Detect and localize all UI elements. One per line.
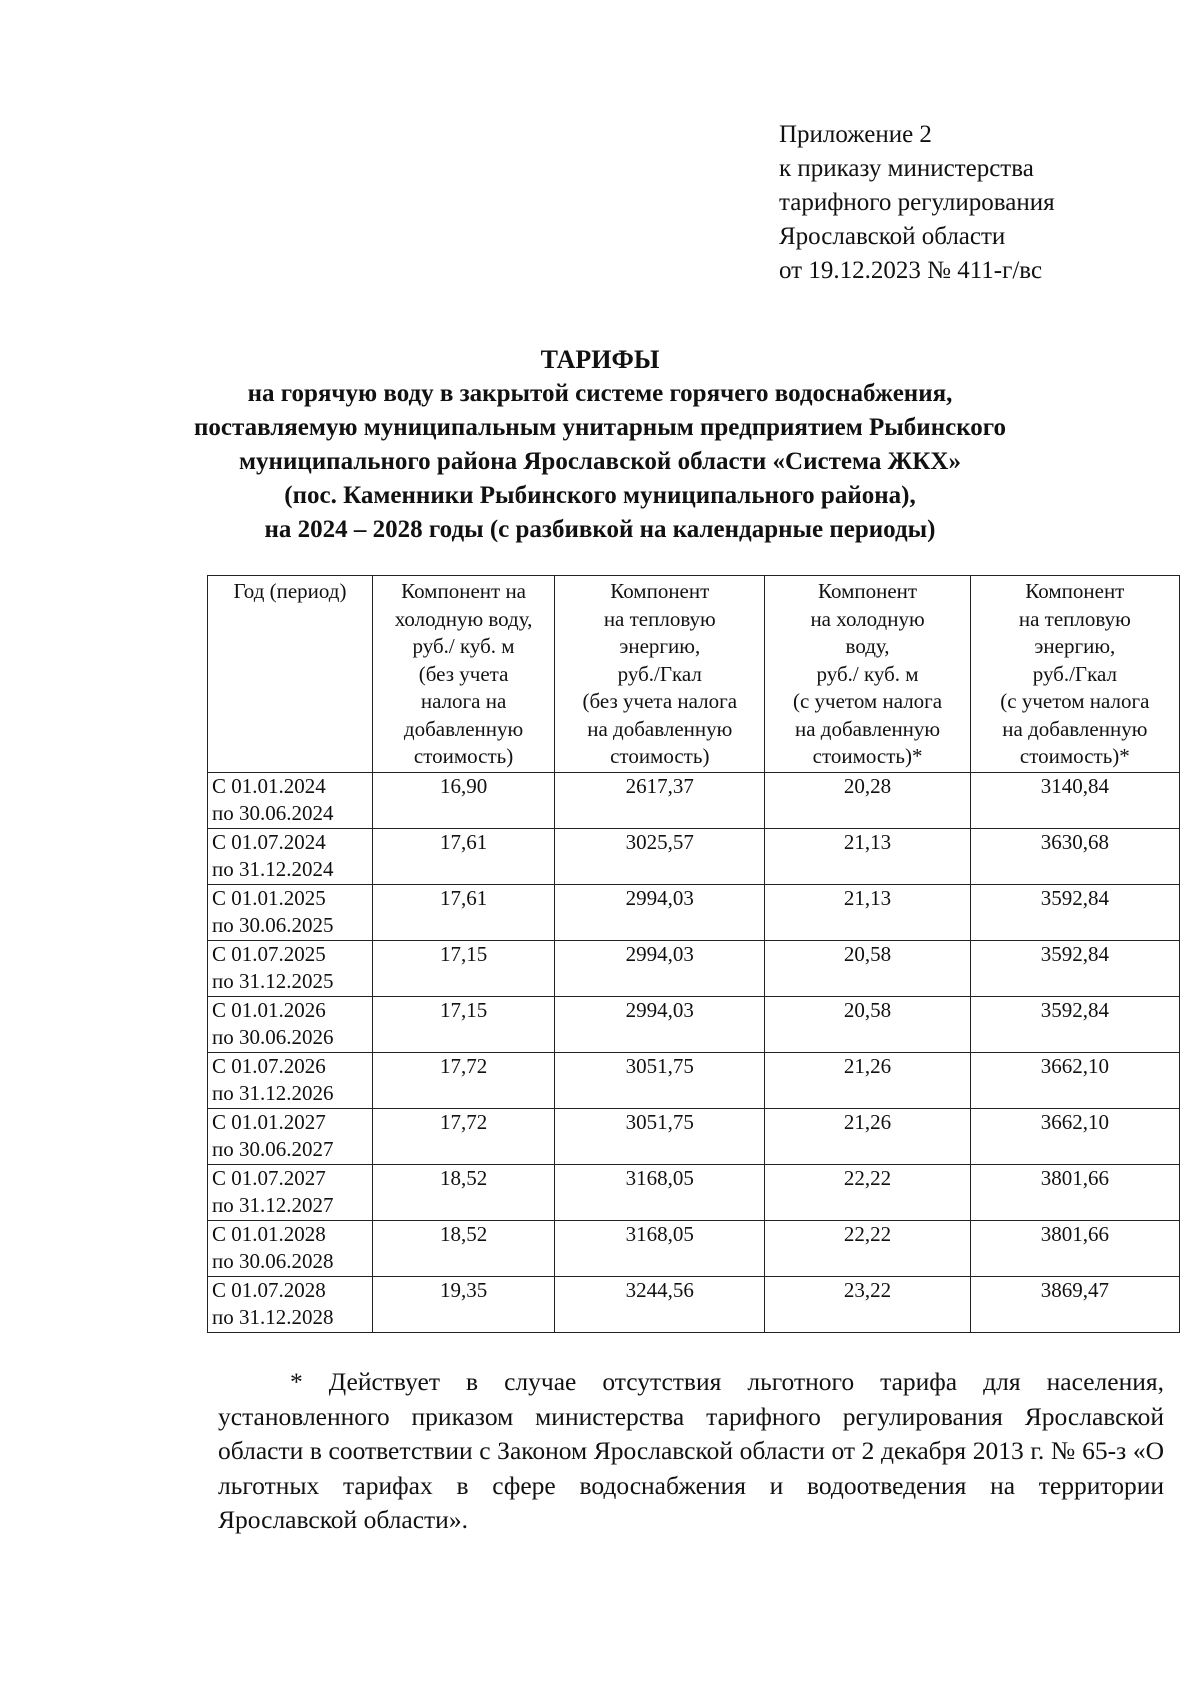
title-line: (пос. Каменники Рыбинского муниципального района), bbox=[284, 482, 916, 509]
table-row bbox=[208, 828, 1180, 884]
cell-heat-energy: 3244,56 bbox=[555, 1276, 765, 1332]
cell-cold-water: 18,52 bbox=[373, 1220, 555, 1276]
cell-heat-energy-vat: 3801,66 bbox=[970, 1164, 1179, 1220]
header-line: Компонент на bbox=[401, 579, 526, 603]
cell-period bbox=[208, 1220, 373, 1276]
cell-cold-water: 17,72 bbox=[373, 1108, 555, 1164]
header-line: руб./ куб. м bbox=[816, 661, 919, 686]
header-line: (без учета налога bbox=[582, 689, 738, 713]
title-line: поставляемую муниципальным унитарным предприятием Рыбинского bbox=[193, 414, 1007, 441]
cell-cold-water: 19,35 bbox=[373, 1276, 555, 1332]
header-line: на добавленную bbox=[795, 716, 941, 741]
footnote: * Действует в случае отсутствия льготного тарифа для населения, установленного приказом министерства тарифного регулирования Ярославской области в соответствии с Законом Ярославской области от 2 декабря 2013 г. № 65-з «О льготных тарифах в сфере водоснабжения и водоотведения на территории Ярославской области». bbox=[218, 1367, 1164, 1534]
table-body bbox=[208, 772, 1180, 1332]
cell-cold-water-vat: 22,22 bbox=[765, 1164, 970, 1220]
period-to: по 30.06.2028 bbox=[212, 1249, 334, 1273]
table-row bbox=[208, 996, 1180, 1052]
header-line: Компонент bbox=[818, 579, 918, 603]
cell-cold-water-vat: 21,13 bbox=[765, 828, 970, 884]
period-to: по 30.06.2027 bbox=[212, 1137, 334, 1161]
table-row bbox=[208, 1220, 1180, 1276]
cell-heat-energy-vat: 3592,84 bbox=[970, 884, 1179, 940]
cell-cold-water: 18,52 bbox=[373, 1164, 555, 1220]
cell-heat-energy-vat: 3592,84 bbox=[970, 940, 1179, 996]
table-row bbox=[208, 1108, 1180, 1164]
title-heading: ТАРИФЫ bbox=[540, 345, 660, 374]
table-row bbox=[208, 940, 1180, 996]
period-to: по 31.12.2024 bbox=[212, 857, 334, 881]
period-from: С 01.07.2027 bbox=[212, 1165, 326, 1190]
cell-period bbox=[208, 772, 373, 828]
period-from: С 01.01.2028 bbox=[212, 1221, 326, 1246]
cell-period bbox=[208, 1276, 373, 1332]
cell-cold-water-vat: 22,22 bbox=[765, 1220, 970, 1276]
table-row bbox=[208, 1052, 1180, 1108]
title-line: на горячую воду в закрытой системе горячего водоснабжения, bbox=[247, 380, 953, 407]
appendix-line: Ярославской области bbox=[779, 223, 1006, 250]
cell-heat-energy: 3168,05 bbox=[555, 1164, 765, 1220]
period-to: по 30.06.2025 bbox=[212, 913, 334, 937]
header-line: стоимость)* bbox=[812, 744, 923, 768]
document-title bbox=[60, 343, 1140, 547]
cell-cold-water: 17,15 bbox=[373, 996, 555, 1052]
header-line: Компонент bbox=[610, 579, 710, 603]
cell-heat-energy-vat: 3630,68 bbox=[970, 828, 1179, 884]
period-to: по 31.12.2025 bbox=[212, 969, 334, 993]
appendix-line: от 19.12.2023 № 411-г/вс bbox=[779, 257, 1043, 284]
cell-heat-energy: 3168,05 bbox=[555, 1220, 765, 1276]
period-from: С 01.07.2026 bbox=[212, 1053, 326, 1078]
header-line: воду, bbox=[845, 634, 890, 658]
header-line: добавленную bbox=[403, 716, 524, 741]
header-cold-water-vat bbox=[765, 576, 970, 773]
period-from: С 01.07.2025 bbox=[212, 941, 326, 966]
cell-cold-water-vat: 20,28 bbox=[765, 772, 970, 828]
cell-heat-energy: 3051,75 bbox=[555, 1108, 765, 1164]
table-row bbox=[208, 884, 1180, 940]
header-line: (без учета bbox=[418, 661, 509, 686]
cell-cold-water: 17,72 bbox=[373, 1052, 555, 1108]
period-from: С 01.01.2024 bbox=[212, 773, 326, 798]
title-line: муниципального района Ярославской области «Система ЖКХ» bbox=[239, 448, 961, 475]
appendix-line: к приказу министерства bbox=[779, 155, 1034, 182]
period-from: С 01.07.2028 bbox=[212, 1277, 326, 1302]
cell-cold-water: 17,61 bbox=[373, 828, 555, 884]
cell-cold-water: 16,90 bbox=[373, 772, 555, 828]
header-line: на добавленную bbox=[587, 716, 733, 741]
cell-heat-energy: 3025,57 bbox=[555, 828, 765, 884]
appendix-line: тарифного регулирования bbox=[779, 189, 1055, 216]
appendix-reference bbox=[779, 118, 1055, 288]
period-to: по 31.12.2028 bbox=[212, 1305, 334, 1329]
table-row bbox=[208, 772, 1180, 828]
period-from: С 01.01.2025 bbox=[212, 885, 326, 910]
cell-period bbox=[208, 940, 373, 996]
cell-cold-water-vat: 20,58 bbox=[765, 940, 970, 996]
header-line: (с учетом налога bbox=[1000, 689, 1150, 713]
cell-cold-water-vat: 21,13 bbox=[765, 884, 970, 940]
header-line: стоимость) bbox=[610, 744, 710, 768]
cell-heat-energy: 2994,03 bbox=[555, 884, 765, 940]
header-line: энергию, bbox=[619, 634, 701, 658]
header-line: на тепловую bbox=[1018, 606, 1131, 631]
period-to: по 31.12.2026 bbox=[212, 1081, 334, 1105]
cell-heat-energy: 2617,37 bbox=[555, 772, 765, 828]
cell-cold-water-vat: 21,26 bbox=[765, 1108, 970, 1164]
title-line: на 2024 – 2028 годы (с разбивкой на календарные периоды) bbox=[264, 516, 936, 543]
period-from: С 01.07.2024 bbox=[212, 829, 326, 854]
cell-heat-energy-vat: 3662,10 bbox=[970, 1108, 1179, 1164]
cell-cold-water-vat: 21,26 bbox=[765, 1052, 970, 1108]
header-line: Год (период) bbox=[233, 579, 347, 603]
header-line: энергию, bbox=[1034, 634, 1116, 658]
header-cold-water bbox=[373, 576, 555, 773]
header-line: руб./Гкал bbox=[617, 661, 702, 686]
cell-period bbox=[208, 1108, 373, 1164]
header-line: холодную воду, bbox=[394, 606, 533, 631]
period-to: по 30.06.2026 bbox=[212, 1025, 334, 1049]
cell-heat-energy: 3051,75 bbox=[555, 1052, 765, 1108]
tariffs-table bbox=[207, 575, 1180, 1333]
header-line: (с учетом налога bbox=[792, 689, 943, 713]
cell-cold-water: 17,15 bbox=[373, 940, 555, 996]
cell-heat-energy: 2994,03 bbox=[555, 940, 765, 996]
cell-period bbox=[208, 828, 373, 884]
period-to: по 30.06.2024 bbox=[212, 801, 334, 825]
table-row bbox=[208, 1276, 1180, 1332]
cell-heat-energy-vat: 3869,47 bbox=[970, 1276, 1179, 1332]
header-heat-energy-vat bbox=[970, 576, 1179, 773]
header-line: на холодную bbox=[810, 606, 925, 631]
header-line: стоимость) bbox=[413, 744, 514, 768]
cell-period bbox=[208, 1052, 373, 1108]
header-line: стоимость)* bbox=[1019, 744, 1130, 768]
cell-period bbox=[208, 996, 373, 1052]
cell-period bbox=[208, 1164, 373, 1220]
appendix-line: Приложение 2 bbox=[779, 121, 932, 148]
period-from: С 01.01.2026 bbox=[212, 997, 326, 1022]
cell-heat-energy-vat: 3592,84 bbox=[970, 996, 1179, 1052]
cell-cold-water-vat: 20,58 bbox=[765, 996, 970, 1052]
cell-heat-energy: 2994,03 bbox=[555, 996, 765, 1052]
header-heat-energy bbox=[555, 576, 765, 773]
cell-heat-energy-vat: 3662,10 bbox=[970, 1052, 1179, 1108]
cell-cold-water-vat: 23,22 bbox=[765, 1276, 970, 1332]
cell-cold-water: 17,61 bbox=[373, 884, 555, 940]
header-line: Компонент bbox=[1025, 579, 1125, 603]
header-line: налога на bbox=[420, 689, 507, 713]
header-line: руб./ куб. м bbox=[412, 634, 515, 658]
cell-heat-energy-vat: 3801,66 bbox=[970, 1220, 1179, 1276]
cell-heat-energy-vat: 3140,84 bbox=[970, 772, 1179, 828]
header-line: руб./Гкал bbox=[1032, 661, 1117, 686]
cell-period bbox=[208, 884, 373, 940]
header-period bbox=[208, 576, 373, 773]
table-row bbox=[208, 1164, 1180, 1220]
header-line: на тепловую bbox=[603, 606, 716, 631]
header-line: на добавленную bbox=[1002, 716, 1148, 741]
table-header-row bbox=[208, 576, 1180, 773]
period-from: С 01.01.2027 bbox=[212, 1109, 326, 1134]
period-to: по 31.12.2027 bbox=[212, 1193, 334, 1217]
